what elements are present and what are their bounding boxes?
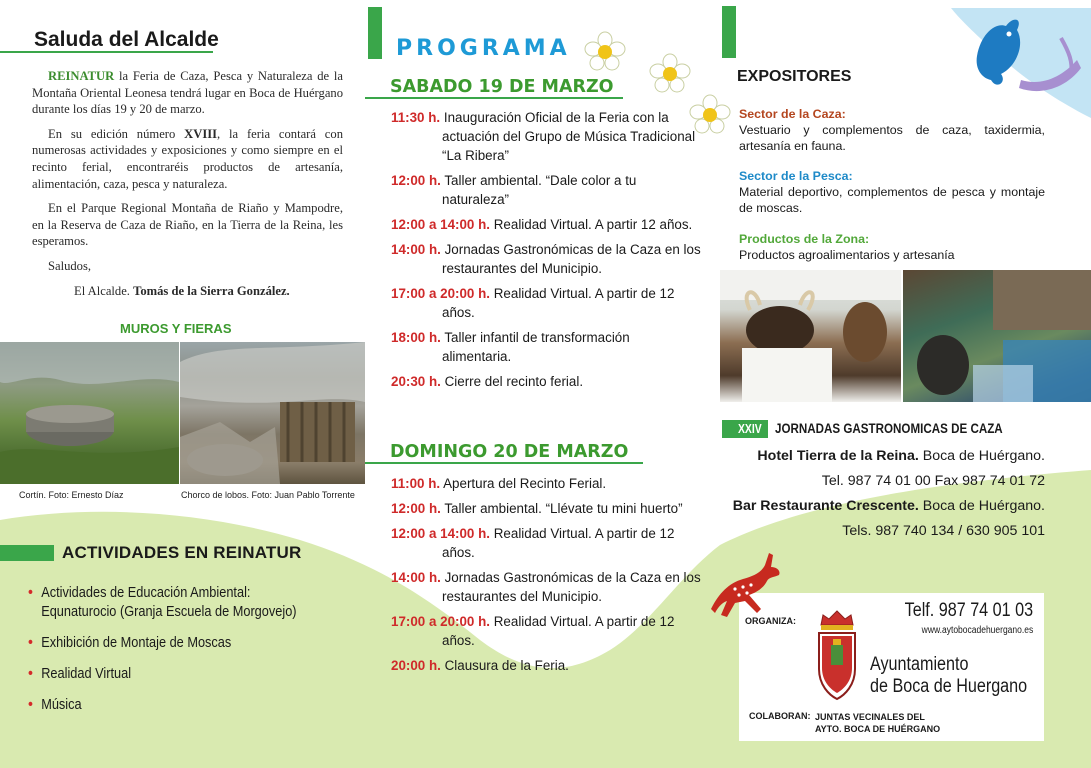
bar-line <box>715 494 1045 519</box>
day2-title: DOMINGO 20 DE MARZO <box>390 442 629 462</box>
day2-underline <box>365 462 643 464</box>
schedule-item <box>391 108 701 165</box>
jornadas-number: XXIV <box>738 421 762 436</box>
sector-text: Material deportivo, complementos de pesca y montaje de moscas. <box>739 185 1045 215</box>
accent-stripe <box>368 7 382 59</box>
colaboran-line: JUNTAS VECINALES DEL <box>815 712 925 722</box>
fish-icon <box>951 8 1091 118</box>
coat-of-arms-icon <box>815 609 859 701</box>
list-item: • Realidad Virtual <box>28 665 318 684</box>
day1-title: SABADO 19 DE MARZO <box>390 77 614 97</box>
chorco-caption: Chorco de lobos. Foto: Juan Pablo Torrente <box>181 490 355 500</box>
brand-name: REINATUR <box>48 69 115 83</box>
daisy-icon <box>690 95 730 135</box>
event-text: Realidad Virtual. A partir 12 años. <box>493 217 693 232</box>
letter-text-2a: En su edición número <box>48 126 185 141</box>
schedule-item <box>391 215 701 234</box>
hotel-line <box>715 444 1045 469</box>
day1-underline <box>365 97 623 99</box>
event-time: 11:00 h. <box>391 476 441 491</box>
sector-heading: Productos de la Zona: <box>739 232 870 246</box>
event-time: 11:30 h. <box>391 110 441 125</box>
bar-phones: Tels. 987 740 134 / 630 905 101 <box>842 523 1045 539</box>
event-text: Realidad Virtual. A partir de 12 años. <box>442 526 675 560</box>
signature <box>32 283 343 300</box>
exhibitors-column <box>720 0 1091 768</box>
organizer-name <box>870 654 1027 698</box>
sector-caza <box>739 106 1045 154</box>
hotel-info <box>715 444 1045 544</box>
activities-bar <box>0 545 54 561</box>
event-text: Taller ambiental. “Llévate tu mini huerto” <box>444 501 683 516</box>
signature-role: El Alcalde. <box>74 283 134 298</box>
daisy-icon <box>585 32 625 72</box>
event-text: Taller ambiental. “Dale color a tu naturaleza” <box>442 173 637 207</box>
schedule-item <box>391 568 701 606</box>
exhibition-photo-2 <box>903 270 1091 402</box>
schedule-item <box>391 240 701 278</box>
list-item: • Exhibición de Montaje de Moscas <box>28 634 318 653</box>
event-time: 20:30 h. <box>391 374 441 389</box>
schedule-item <box>391 612 701 650</box>
programme-column <box>365 0 720 768</box>
cortin-caption: Cortín. Foto: Ernesto Díaz <box>19 490 124 500</box>
letter-text-2b: , la feria contará con numerosas actividades y exposiciones y como siempre en el recinto ferial, encontraréis productos de artesanía, alimentación, caza, pesca y naturaleza. <box>32 126 343 191</box>
sector-pesca <box>739 168 1045 216</box>
day1-schedule <box>391 108 701 397</box>
letter-greeting: Saludos, <box>48 258 92 273</box>
signature-name: Tomás de la Sierra González. <box>133 283 290 298</box>
event-text: Taller infantil de transformación alimentaria. <box>442 330 630 364</box>
event-time: 12:00 a 14:00 h. <box>391 217 491 232</box>
hotel-phones: Tel. 987 74 01 00 Fax 987 74 01 72 <box>821 473 1045 489</box>
event-time: 14:00 h. <box>391 570 441 585</box>
day2-schedule <box>391 474 701 681</box>
organizer-website: www.aytobocadehuergano.es <box>921 625 1033 636</box>
sector-zona <box>739 231 1045 263</box>
colaboran-text <box>815 711 940 735</box>
letter-paragraph-2 <box>32 126 343 192</box>
schedule-item <box>391 171 701 209</box>
event-time: 20:00 h. <box>391 658 441 673</box>
organizer-phone: Telf. 987 74 01 03 <box>904 600 1033 621</box>
letter-text-1: la Feria de Caza, Pesca y Naturaleza de la Montaña Oriental Leonesa tendrá lugar en Boca de Huérgano durante los días 19 y 20 de marzo. <box>32 69 343 117</box>
accent-stripe <box>722 6 736 58</box>
organizer-name-line: de Boca de Huergano <box>870 676 1028 697</box>
schedule-item <box>391 284 701 322</box>
event-text: Clausura de la Feria. <box>444 658 569 673</box>
sector-heading: Sector de la Caza: <box>739 107 846 121</box>
muros-title: MUROS Y FIERAS <box>120 321 232 336</box>
event-time: 18:00 h. <box>391 330 441 345</box>
schedule-item <box>391 372 701 391</box>
saluda-title: Saluda del Alcalde <box>34 28 219 51</box>
sector-text: Productos agroalimentarios y artesanía <box>739 248 955 262</box>
organiza-label: ORGANIZA: <box>745 616 796 626</box>
deer-icon <box>705 543 785 621</box>
jornadas-title: JORNADAS GASTRONOMICAS DE CAZA <box>775 421 1003 436</box>
hotel-name: Hotel Tierra de la Reina. <box>757 448 919 464</box>
event-text: Apertura del Recinto Ferial. <box>443 476 607 491</box>
chorco-photo <box>180 342 365 484</box>
event-time: 14:00 h. <box>391 242 441 257</box>
activities-list <box>28 584 318 727</box>
event-time: 17:00 a 20:00 h. <box>391 286 491 301</box>
event-text: Inauguración Oficial de la Feria con la actuación del Grupo de Música Tradicional “La Ribera” <box>442 110 696 163</box>
event-time: 17:00 a 20:00 h. <box>391 614 491 629</box>
event-text: Cierre del recinto ferial. <box>444 374 584 389</box>
bar-place: Boca de Huérgano. <box>918 498 1045 514</box>
event-time: 12:00 a 14:00 h. <box>391 526 491 541</box>
event-text: Jornadas Gastronómicas de la Caza en los restaurantes del Municipio. <box>442 242 701 276</box>
list-item: • Música <box>28 696 318 715</box>
sector-heading: Sector de la Pesca: <box>739 169 853 183</box>
letter-paragraph-1 <box>32 68 343 118</box>
schedule-item <box>391 474 701 493</box>
expositores-title: EXPOSITORES <box>737 68 852 85</box>
schedule-item <box>391 499 701 518</box>
colaboran-label: COLABORAN: <box>749 711 811 721</box>
cortin-photo <box>0 342 179 484</box>
event-time: 12:00 h. <box>391 173 441 188</box>
event-text: Realidad Virtual. A partir de 12 años. <box>442 286 675 320</box>
programa-title: PROGRAMA <box>396 36 571 61</box>
sector-text: Vestuario y complementos de caza, taxidermia, artesanía en fauna. <box>739 123 1045 153</box>
event-text: Realidad Virtual. A partir de 12 años. <box>442 614 675 648</box>
event-time: 12:00 h. <box>391 501 441 516</box>
schedule-item <box>391 524 701 562</box>
exhibition-photo-1 <box>720 270 901 402</box>
letter-paragraph-3: En el Parque Regional Montaña de Riaño y Mampodre, en la Reserva de Caza de Riaño, en la Tierra de la Reina, les esperamos. <box>32 201 343 249</box>
activities-title: ACTIVIDADES EN REINATUR <box>62 543 302 562</box>
schedule-item <box>391 656 701 675</box>
list-item: • Actividades de Educación Ambiental: Equnaturocio (Granja Escuela de Morgovejo) <box>28 584 318 622</box>
organizer-name-line: Ayuntamiento <box>870 654 969 675</box>
colaboran-line: AYTO. BOCA DE HUÉRGANO <box>815 724 941 734</box>
event-text: Jornadas Gastronómicas de la Caza en los restaurantes del Municipio. <box>442 570 701 604</box>
title-underline <box>0 51 213 53</box>
hotel-place: Boca de Huérgano. <box>918 448 1045 464</box>
bar-name: Bar Restaurante Crescente. <box>732 498 919 514</box>
daisy-icon <box>650 54 690 94</box>
edition-number: XVIII <box>184 126 218 141</box>
mayor-letter <box>32 68 343 307</box>
schedule-item <box>391 328 701 366</box>
greeting-column <box>0 0 370 768</box>
